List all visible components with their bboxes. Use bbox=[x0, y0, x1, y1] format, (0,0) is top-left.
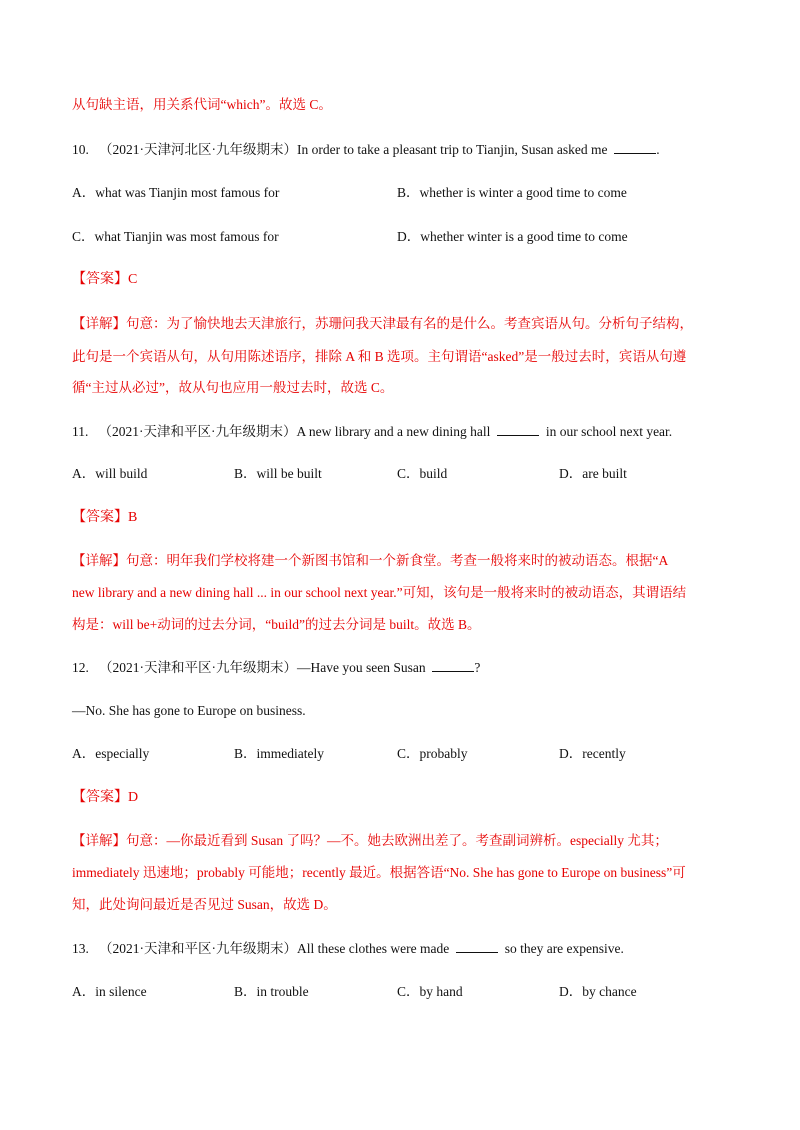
question-10-option-b: B．whether is winter a good time to come bbox=[397, 185, 627, 200]
question-11-option-c: C．build bbox=[397, 466, 448, 481]
question-11-option-a: A．will build bbox=[72, 466, 148, 481]
question-10-detail-line-1: 【详解】句意：为了愉快地去天津旅行，苏珊问我天津最有名的是什么。考查宾语从句。分析句子结构， bbox=[72, 316, 693, 331]
question-11-detail-line-3: 构是：will be+动词的过去分词，“build”的过去分词是 built。故选 B。 bbox=[72, 617, 481, 632]
question-12-detail-line-3: 知，此处询问最近是否见过 Susan，故选 D。 bbox=[72, 897, 337, 912]
question-text-end: . bbox=[656, 142, 660, 157]
previous-explanation-tail: 从句缺主语，用关系代词“which”。故选 C。 bbox=[72, 97, 332, 112]
question-10-option-d: D．whether winter is a good time to come bbox=[397, 229, 628, 244]
question-10-option-c: C．what Tianjin was most famous for bbox=[72, 229, 279, 244]
answer-blank bbox=[456, 940, 498, 953]
question-12-option-c: C．probably bbox=[397, 746, 468, 761]
question-10-stem bbox=[72, 141, 660, 159]
question-12-reply: —No. She has gone to Europe on business. bbox=[72, 703, 306, 718]
question-12-stem: 12. （2021·天津和平区·九年级期末）—Have you seen Susan ? bbox=[72, 660, 481, 675]
question-13-option-a: A．in silence bbox=[72, 984, 147, 999]
question-11-detail-line-2: new library and a new dining hall ... in our school next year.”可知，该句是一般将来时的被动语态，其谓语结 bbox=[72, 585, 687, 600]
question-10-detail-line-3: 循“主过从必过”，故从句也应用一般过去时，故选 C。 bbox=[72, 380, 394, 395]
question-12-option-d: D．recently bbox=[559, 746, 626, 761]
question-source: （2021·天津河北区·九年级期末） bbox=[99, 142, 297, 157]
answer-blank bbox=[614, 141, 656, 154]
question-text: In order to take a pleasant trip to Tianjin, Susan asked me bbox=[297, 142, 608, 157]
question-10-answer: 【答案】C bbox=[72, 272, 138, 287]
question-13-option-d: D．by chance bbox=[559, 984, 637, 999]
question-11-detail-line-1: 【详解】句意：明年我们学校将建一个新图书馆和一个新食堂。考查一般将来时的被动语态。根据“A bbox=[72, 553, 669, 568]
answer-blank bbox=[432, 659, 474, 672]
question-12-option-b: B．immediately bbox=[234, 746, 324, 761]
question-13-option-c: C．by hand bbox=[397, 984, 463, 999]
answer-blank bbox=[497, 423, 539, 436]
question-10-option-a: A．what was Tianjin most famous for bbox=[72, 185, 280, 200]
question-12-detail-line-2: immediately 迅速地；probably 可能地；recently 最近。根据答语“No. She has gone to Europe on business”可 bbox=[72, 865, 686, 880]
question-11-option-d: D．are built bbox=[559, 466, 627, 481]
question-12-option-a: A．especially bbox=[72, 746, 150, 761]
question-12-answer: 【答案】D bbox=[72, 790, 139, 805]
question-10-detail-line-2: 此句是一个宾语从句，从句用陈述语序，排除 A 和 B 选项。主句谓语“asked”是一般过去时，宾语从句遵 bbox=[72, 349, 687, 364]
question-13-option-b: B．in trouble bbox=[234, 984, 309, 999]
question-12-detail-line-1: 【详解】句意：—你最近看到 Susan 了吗？—不。她去欧洲出差了。考查副词辨析。especially 尤其； bbox=[72, 833, 668, 848]
question-11-option-b: B．will be built bbox=[234, 466, 322, 481]
question-number: 10. bbox=[72, 142, 89, 157]
question-11-answer: 【答案】B bbox=[72, 510, 138, 525]
question-13-stem: 13. （2021·天津和平区·九年级期末）All these clothes were made so they are expensive. bbox=[72, 941, 624, 956]
question-11-stem: 11. （2021·天津和平区·九年级期末）A new library and a new dining hall in our school next year. bbox=[72, 424, 673, 439]
